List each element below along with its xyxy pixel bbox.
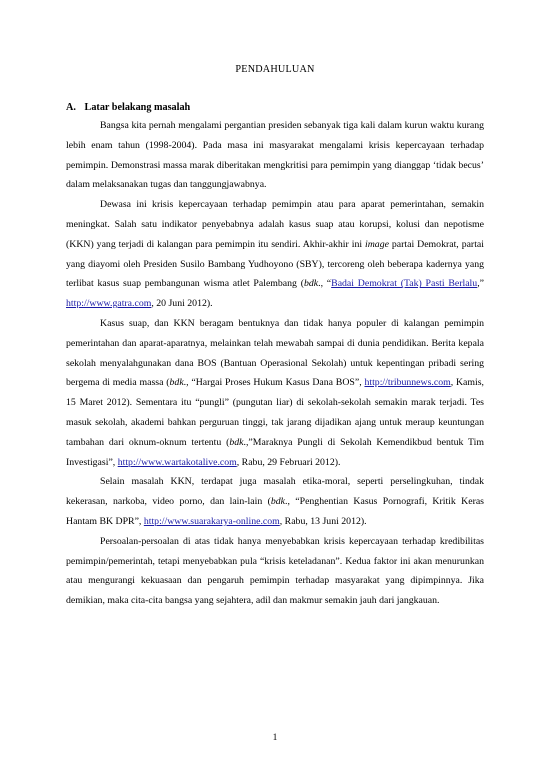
- citation-marker: bdk: [270, 496, 286, 508]
- reference-link[interactable]: http://www.suarakarya-online.com: [143, 515, 280, 527]
- reference-link[interactable]: http://tribunnews.com: [364, 377, 451, 389]
- paragraph-3-text: Kasus suap, dan KKN beragam bentuknya dan tidak hanya populer di kalangan pemimpin pemerintahan dan aparat-aparatnya, melainkan telah mewabah sampai di dunia pendidikan. Berita kepala sekolah menyalahgunakan dana BOS (Bantuan Operasional Sekolah) untuk kepentingan pribadi sering bergema di media massa (: [66, 317, 484, 389]
- paragraph-3-text: .,”Maraknya Pungli di Sekolah Kemendikbud bentuk Tim Investigasi”,: [66, 436, 484, 468]
- paragraph-4-text: , Rabu, 13 Juni 2012).: [279, 515, 367, 527]
- section-heading: [66, 102, 190, 113]
- paragraph-2-text: partai Demokrat, partai yang diayomi oleh Presiden Susilo Bambang Yudhoyono (SBY), tercoreng oleh beberapa kadernya yang terlibat kasus suap pembangunan wisma atlet Palembang (: [66, 238, 484, 290]
- paragraph-2-text: ., “: [318, 278, 332, 290]
- paragraph-3-text: , Kamis, 15 Maret 2012). Sementara itu “pungli” (pungutan liar) di sekolah-sekolah semakin marak terjadi. Tes masuk sekolah, akademi bahkan perguruan tinggi, tak jarang dijadikan ajang untuk meraup keuntungan tambahan dari oknum-oknum tertentu (: [66, 377, 484, 448]
- section-letter: A.: [66, 102, 76, 113]
- citation-marker: bdk: [169, 377, 184, 389]
- citation-marker: bdk: [303, 278, 319, 290]
- paragraph-5: Persoalan-persoalan di atas tidak hanya menyebabkan krisis kepercayaan terhadap kredibilitas pemimpin/pemerintah, tetapi menyebabkan pula “krisis keteladanan”. Kedua faktor ini akan menurunkan atau mengurangi kekuasaan dan pengaruh pemimpin terhadap masyarakat yang dipimpinnya. Jika demikian, maka cita-cita bangsa yang sejahtera, adil dan makmur semakin jauh dari jangkauan.: [66, 535, 484, 607]
- italic-term: image: [365, 238, 389, 250]
- citation-marker: bdk: [229, 436, 244, 448]
- paragraph-3-text: , Rabu, 29 Februari 2012).: [236, 456, 341, 468]
- paragraph-3: [66, 314, 484, 472]
- paragraph-4-text: ., “Penghentian Kasus Pornografi, Kritik Keras Hantam BK DPR”,: [66, 496, 484, 527]
- paragraph-4: [66, 472, 484, 531]
- paragraph-4-text: Selain masalah KKN, terdapat juga masalah etika-moral, seperti perselingkuhan, tindak kekerasan, narkoba, video porno, dan lain-lain (: [66, 476, 484, 508]
- section-heading-text: Latar belakang masalah: [84, 102, 191, 113]
- paragraph-2-text: Dewasa ini krisis kepercayaan terhadap pemimpin atau para aparat pemerintahan, semakin meningkat. Salah satu indikator penyebabnya adalah kasus suap atau korupsi, kolusi dan nepotisme (KKN) yang terjadi di kalangan para pemimpin itu sendiri. Akhir-akhir ini: [66, 199, 484, 250]
- paragraph-2: [66, 195, 484, 314]
- paragraph-1: Bangsa kita pernah mengalami pergantian presiden sebanyak tiga kali dalam kurun waktu kurang lebih enam tahun (1998-2004). Pada masa ini masyarakat mengalami krisis kepercayaan terhadap pemimpin. Demonstrasi massa marak diberitakan mengkritisi para pemimpin yang dianggap ‘tidak becus’ dalam melaksanakan tugas dan tanggungjawabnya.: [66, 120, 484, 191]
- page-number: 1: [272, 733, 278, 743]
- reference-link[interactable]: http://www.wartakotalive.com: [117, 456, 237, 468]
- page-title: PENDAHULUAN: [235, 64, 315, 75]
- paragraph-2-text: , 20 Juni 2012).: [151, 298, 213, 310]
- paragraph-3-text: ., “Hargai Proses Hukum Kasus Dana BOS”,: [183, 377, 365, 389]
- reference-link[interactable]: Badai Demokrat (Tak) Pasti Berlalu: [331, 278, 478, 290]
- body-text: [66, 116, 484, 611]
- reference-link[interactable]: http://www.gatra.com: [66, 298, 152, 310]
- paragraph-2-text: ,”: [477, 278, 484, 290]
